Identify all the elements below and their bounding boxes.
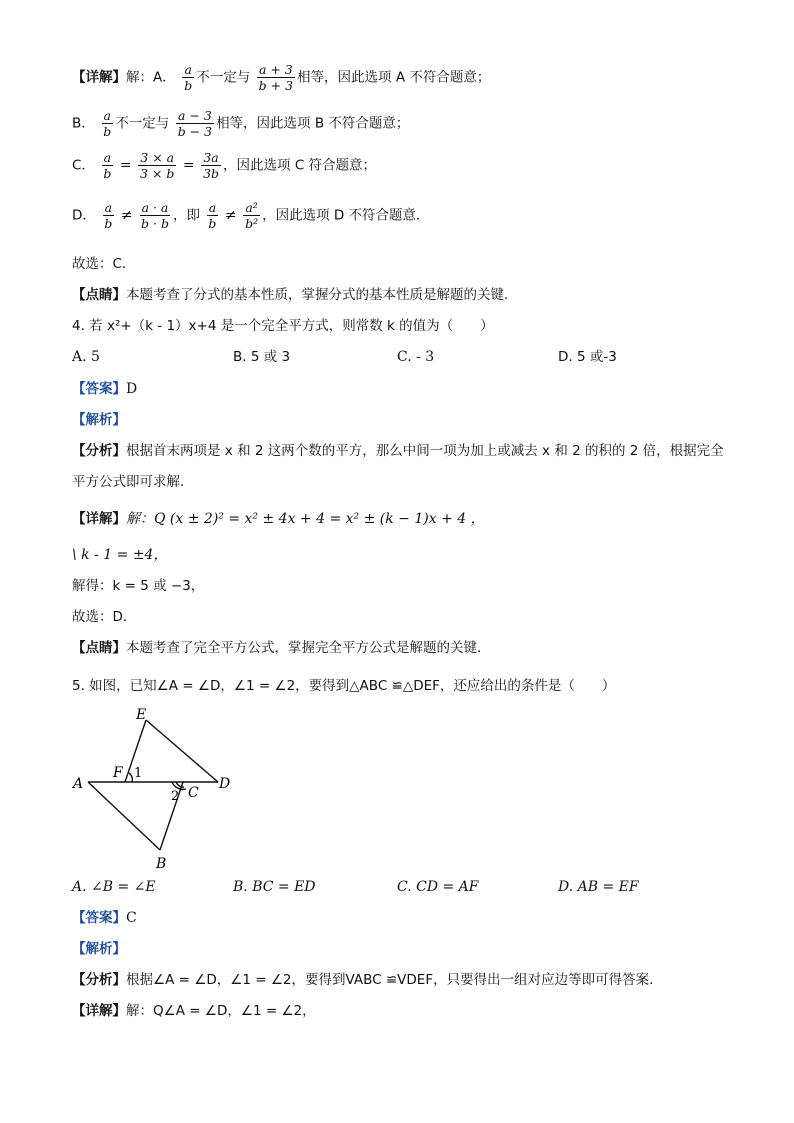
detail-tag: 【详解】 [72, 1003, 126, 1019]
q5-option-a: A. ∠B = ∠E [72, 879, 156, 895]
fraction: $\frac{3a}{3b}$ [203, 150, 220, 181]
jiexi-tag: 【解析】 [72, 412, 126, 428]
fraction: $\frac{a}{b}$ [104, 200, 113, 231]
q5-detail-line: 【详解】解：Q∠A = ∠D，∠1 = ∠2， [72, 1003, 316, 1019]
fenxi-tag: 【分析】 [72, 443, 126, 459]
q4-option-c: C. - 3 [397, 349, 435, 365]
triangle-figure [68, 705, 248, 875]
q5-fenxi-line: 【分析】根据∠A = ∠D，∠1 = ∠2，要得到VABC ≌VDEF，只要得出一组对应边等即可得答案． [72, 972, 663, 988]
fenxi-tag: 【分析】 [72, 972, 126, 988]
label-1: 1 [134, 766, 143, 781]
q4-dianjing-line: 【点睛】本题考查了完全平方公式，掌握完全平方公式是解题的关键． [72, 640, 491, 656]
answer-tag: 【答案】 [72, 910, 126, 926]
q4-jiexi-line [72, 410, 126, 430]
detail-line-c: C． $\frac{a}{b}$ = $\frac{3 \times a}{3 \times b}$ = $\frac{3a}{3b}$ ，因此选项 C 符合题意； [72, 150, 377, 181]
fraction: $\frac{a + 3}{b + 3}$ [258, 62, 294, 93]
q5-stem: 5. 如图，已知∠A = ∠D，∠1 = ∠2，要得到△ABC ≌△DEF，还应给出的条件是（ ） [72, 678, 616, 694]
q4-stem: 4. 若 x²+（k - 1）x+4 是一个完全平方式，则常数 k 的值为（ ） [72, 318, 494, 334]
fraction: $\frac{a \cdot a}{b \cdot b}$ [141, 200, 169, 231]
answer-tag: 【答案】 [72, 381, 126, 397]
label-B: B [156, 856, 167, 872]
label-C: C [188, 785, 199, 801]
q4-step1: \ k - 1 = ±4， [72, 547, 168, 563]
fraction: $\frac{3 \times a}{3 \times b}$ [140, 150, 175, 181]
q5-option-d: D. AB = EF [558, 879, 639, 895]
fraction: $\frac{\text{a²}}{\text{b²}}$ [245, 200, 259, 231]
q4-fenxi-line1: 【分析】根据首末两项是 x 和 2 这两个数的平方，那么中间一项为加上或减去 x 和 2 的积的 2 倍，根据完全 [72, 443, 724, 459]
fraction: $\frac{a}{b}$ [208, 200, 217, 231]
q4-choose: 故选：D． [72, 609, 137, 625]
q4-step2: 解得：k = 5 或 −3， [72, 578, 205, 594]
dianjing-tag: 【点睛】 [72, 640, 126, 656]
fraction: $\frac{a}{b}$ [103, 108, 112, 139]
detail-line-a: 【详解】解：A． $\frac{a}{b}$ 不一定与 $\frac{a + 3}{b + 3}$ 相等，因此选项 A 不符合题意； [72, 62, 491, 93]
q4-fenxi-line2: 平方公式即可求解． [72, 474, 194, 490]
label-A: A [73, 776, 84, 792]
q4-option-d: D. 5 或-3 [558, 349, 617, 365]
detail-line-b: B． $\frac{a}{b}$ 不一定与 $\frac{a - 3}{b - 3}$ 相等，因此选项 B 不符合题意； [72, 108, 410, 139]
label-2: 2 [171, 789, 180, 804]
q4-option-a: A. 5 [72, 349, 100, 365]
detail-tag: 【详解】 [72, 69, 126, 86]
detail-line-d: D． $\frac{a}{b}$ ≠ $\frac{a \cdot a}{b \cdot b}$ ，即 $\frac{a}{b}$ ≠ $\frac{\text{a²}}{\text{b²}}$ ，因此选项 D 不符合题意． [72, 200, 430, 231]
fraction: $\frac{a}{b}$ [184, 62, 193, 93]
label-D: D [219, 776, 231, 792]
dianjing-line: 【点睛】本题考查了分式的基本性质，掌握分式的基本性质是解题的关键． [72, 287, 518, 303]
choose-line: 故选：C． [72, 256, 136, 272]
fraction: $\frac{a}{b}$ [103, 150, 112, 181]
q5-jiexi-line [72, 939, 126, 959]
q5-option-c: C. CD = AF [397, 879, 479, 895]
q5-answer-line: 【答案】C [72, 910, 137, 926]
dianjing-tag: 【点睛】 [72, 287, 126, 303]
detail-tag: 【详解】 [72, 511, 126, 527]
q4-option-b: B. 5 或 3 [233, 349, 291, 365]
fraction: $\frac{a - 3}{b - 3}$ [177, 108, 213, 139]
q4-answer-line: 【答案】D [72, 381, 138, 397]
label-F: F [113, 765, 123, 781]
jiexi-tag: 【解析】 [72, 941, 126, 957]
label-E: E [136, 707, 147, 723]
q5-option-b: B. BC = ED [233, 879, 316, 895]
q4-detail-line: 【详解】解：Q (x ± 2)² = x² ± 4x + 4 = x² ± (k − 1)x + 4 ， [72, 511, 485, 527]
